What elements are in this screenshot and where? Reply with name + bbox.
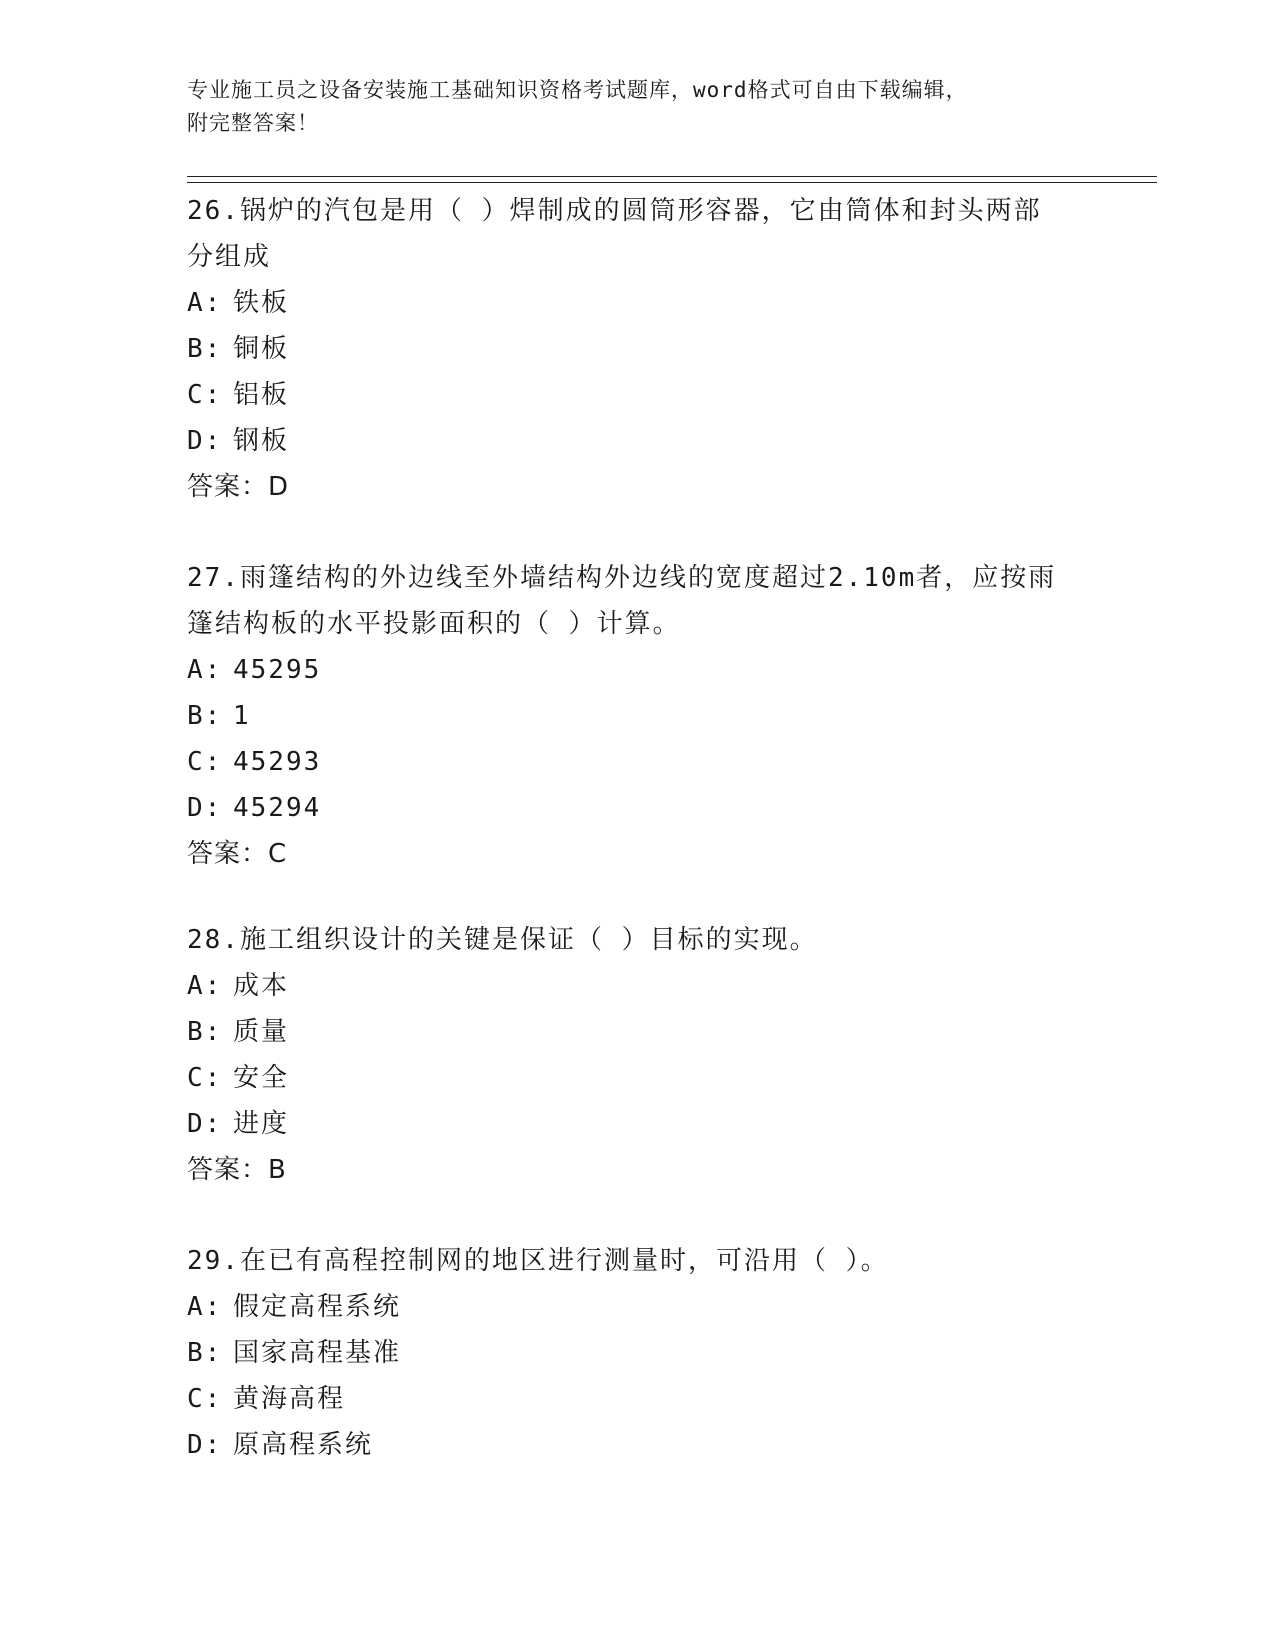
option-text: 成本 (233, 971, 290, 1001)
option-letter: D: (187, 426, 223, 456)
question-stem-line-1: 27.雨篷结构的外边线至外墙结构外边线的宽度超过2.10m者，应按雨 (187, 563, 1057, 593)
option-letter: C: (187, 1063, 223, 1093)
option-letter: C: (187, 1384, 223, 1414)
option-letter: D: (187, 1109, 223, 1139)
option-b (187, 1330, 1087, 1376)
option-a (187, 280, 1087, 326)
question-stem-line-2: 分组成 (187, 242, 272, 272)
question-27 (187, 555, 1087, 877)
option-text: 铁板 (233, 288, 290, 318)
option-a (187, 647, 1087, 693)
option-d (187, 1422, 1087, 1468)
option-d (187, 418, 1087, 464)
header-divider-top (187, 176, 1157, 177)
option-text: 国家高程基准 (233, 1338, 402, 1368)
option-text: 钢板 (233, 426, 290, 456)
option-c (187, 372, 1087, 418)
option-b (187, 1009, 1087, 1055)
option-letter: B: (187, 1017, 223, 1047)
question-29 (187, 1238, 1087, 1468)
question-stem-line-1: 28.施工组织设计的关键是保证（ ）目标的实现。 (187, 925, 818, 955)
option-letter: C: (187, 380, 223, 410)
option-c (187, 1376, 1087, 1422)
option-letter: A: (187, 971, 223, 1001)
question-28 (187, 917, 1087, 1193)
question-26 (187, 188, 1087, 510)
option-text: 45295 (233, 655, 322, 685)
question-stem-line-1: 26.锅炉的汽包是用（ ）焊制成的圆筒形容器，它由筒体和封头两部 (187, 196, 1042, 226)
option-letter: B: (187, 1338, 223, 1368)
option-c (187, 739, 1087, 785)
option-text: 铝板 (233, 380, 290, 410)
option-text: 45294 (233, 793, 322, 823)
option-d (187, 785, 1087, 831)
option-letter: A: (187, 288, 223, 318)
question-stem-line-1: 29.在已有高程控制网的地区进行测量时，可沿用（ ）。 (187, 1246, 889, 1276)
option-letter: A: (187, 1292, 223, 1322)
option-text: 原高程系统 (233, 1430, 374, 1460)
option-letter: D: (187, 793, 223, 823)
option-text: 1 (233, 701, 251, 731)
option-d (187, 1101, 1087, 1147)
option-text: 质量 (233, 1017, 290, 1047)
option-text: 黄海高程 (233, 1384, 346, 1414)
option-text: 进度 (233, 1109, 290, 1139)
option-text: 45293 (233, 747, 322, 777)
option-letter: B: (187, 334, 223, 364)
option-b (187, 326, 1087, 372)
option-text: 安全 (233, 1063, 290, 1093)
option-c (187, 1055, 1087, 1101)
option-a (187, 963, 1087, 1009)
header-line-2: 附完整答案！ (187, 111, 319, 135)
header-line-1: 专业施工员之设备安装施工基础知识资格考试题库，word格式可自由下载编辑， (187, 78, 968, 102)
option-text: 铜板 (233, 334, 290, 364)
option-letter: C: (187, 747, 223, 777)
option-letter: D: (187, 1430, 223, 1460)
question-stem-line-2: 篷结构板的水平投影面积的（ ）计算。 (187, 609, 681, 639)
option-text: 假定高程系统 (233, 1292, 402, 1322)
header-divider-bottom (187, 182, 1157, 183)
answer-line: 答案：D (187, 472, 290, 502)
option-letter: A: (187, 655, 223, 685)
option-b (187, 693, 1087, 739)
option-a (187, 1284, 1087, 1330)
answer-line: 答案：B (187, 1155, 287, 1185)
option-letter: B: (187, 701, 223, 731)
answer-line: 答案：C (187, 839, 288, 869)
document-header (187, 74, 1067, 140)
